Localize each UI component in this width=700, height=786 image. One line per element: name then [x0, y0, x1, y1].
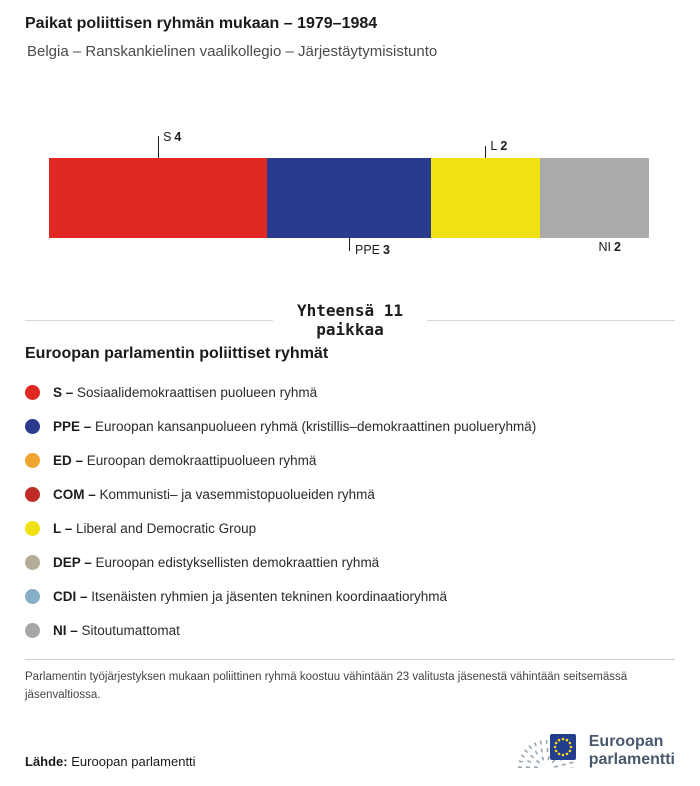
legend-abbr: S –	[53, 384, 74, 400]
footer	[25, 726, 675, 777]
legend-name: Liberal and Democratic Group	[76, 520, 257, 536]
bar-label-seats: 4	[174, 129, 182, 144]
ep-logo-text	[589, 733, 675, 769]
bar-label-group: L	[490, 138, 498, 153]
bar-label-line-ppe	[349, 238, 350, 251]
legend-item-com	[25, 477, 675, 511]
ep-logo-line2: parlamentti	[588, 751, 675, 769]
bar-segment-l[interactable]	[431, 158, 540, 238]
page-title: Paikat poliittisen ryhmän mukaan – 1979–1984	[25, 15, 378, 32]
bar-label-line-s	[158, 136, 159, 158]
bar-label-seats: 3	[383, 242, 390, 257]
bar-label-line-l	[485, 146, 486, 158]
header	[25, 14, 675, 62]
source-text: Euroopan parlamentti	[71, 753, 196, 769]
legend-name: Euroopan demokraattipuolueen ryhmä	[86, 452, 317, 468]
legend-item-s	[25, 375, 675, 409]
ep-logo	[514, 726, 675, 777]
legend-item-cdi	[25, 579, 675, 613]
legend-abbr: PPE –	[53, 418, 92, 434]
legend-item-dep	[25, 545, 675, 579]
legend-item-ppe	[25, 409, 675, 443]
footnote: Parlamentin työjärjestyksen mukaan poliittinen ryhmä koostuu vähintään 23 valitusta jäsenestä vähintään seitsemässä jäsenvaltiossa.	[25, 671, 628, 701]
bar-label-seats: 2	[500, 138, 508, 153]
legend-name: Euroopan kansanpuolueen ryhmä (kristillis–demokraattinen puolueryhmä)	[95, 418, 537, 434]
total-line2: paikkaa	[316, 320, 384, 340]
legend-abbr: NI –	[53, 622, 78, 638]
legend-color-dot-l	[25, 521, 40, 536]
legend-item-ni	[25, 613, 675, 647]
source-label: Lähde:	[25, 753, 68, 769]
source	[25, 754, 196, 769]
bar-label-group: NI	[598, 239, 611, 254]
divider-right	[427, 320, 675, 321]
legend-color-dot-cdi	[25, 589, 40, 604]
legend	[25, 375, 675, 647]
bar-segment-s[interactable]	[49, 158, 267, 238]
total-seats-row	[25, 301, 675, 339]
legend-name: Sitoutumattomat	[81, 622, 180, 638]
legend-abbr: CDI –	[53, 588, 88, 604]
ep-logo-line1: Euroopan	[588, 733, 664, 751]
stacked-bar	[49, 158, 649, 238]
legend-name: Itsenäisten ryhmien ja jäsenten tekninen koordinaatioryhmä	[91, 588, 447, 604]
legend-color-dot-com	[25, 487, 40, 502]
legend-title: Euroopan parlamentin poliittiset ryhmät	[25, 345, 329, 363]
ep-hemicycle-icon	[514, 726, 580, 777]
legend-name: Kommunisti– ja vasemmistopuolueiden ryhmä	[99, 486, 375, 502]
legend-name: Sosiaalidemokraattisen puolueen ryhmä	[77, 384, 318, 400]
legend-abbr: DEP –	[53, 554, 92, 570]
legend-name: Euroopan edistyksellisten demokraattien ryhmä	[95, 554, 380, 570]
bar-label-group: S	[163, 129, 172, 144]
divider-left	[25, 320, 273, 321]
legend-abbr: ED –	[53, 452, 84, 468]
bar-label-group: PPE	[355, 242, 381, 257]
total-line1: Yhteensä 11	[297, 300, 403, 320]
legend-item-l	[25, 511, 675, 545]
total-seats-label	[273, 301, 427, 339]
seat-bar-chart	[49, 130, 649, 265]
legend-color-dot-dep	[25, 555, 40, 570]
bar-segment-ni[interactable]	[540, 158, 649, 238]
bar-label-seats: 2	[613, 239, 621, 254]
legend-color-dot-ed	[25, 453, 40, 468]
legend-item-ed	[25, 443, 675, 477]
legend-color-dot-ni	[25, 623, 40, 638]
legend-color-dot-s	[25, 385, 40, 400]
legend-abbr: L –	[53, 520, 73, 536]
footer-divider	[25, 659, 675, 660]
bar-segment-ppe[interactable]	[267, 158, 431, 238]
page-subtitle: Belgia – Ranskankielinen vaalikollegio – Järjestäytymisistunto	[27, 43, 438, 61]
legend-abbr: COM –	[53, 486, 96, 502]
legend-color-dot-ppe	[25, 419, 40, 434]
